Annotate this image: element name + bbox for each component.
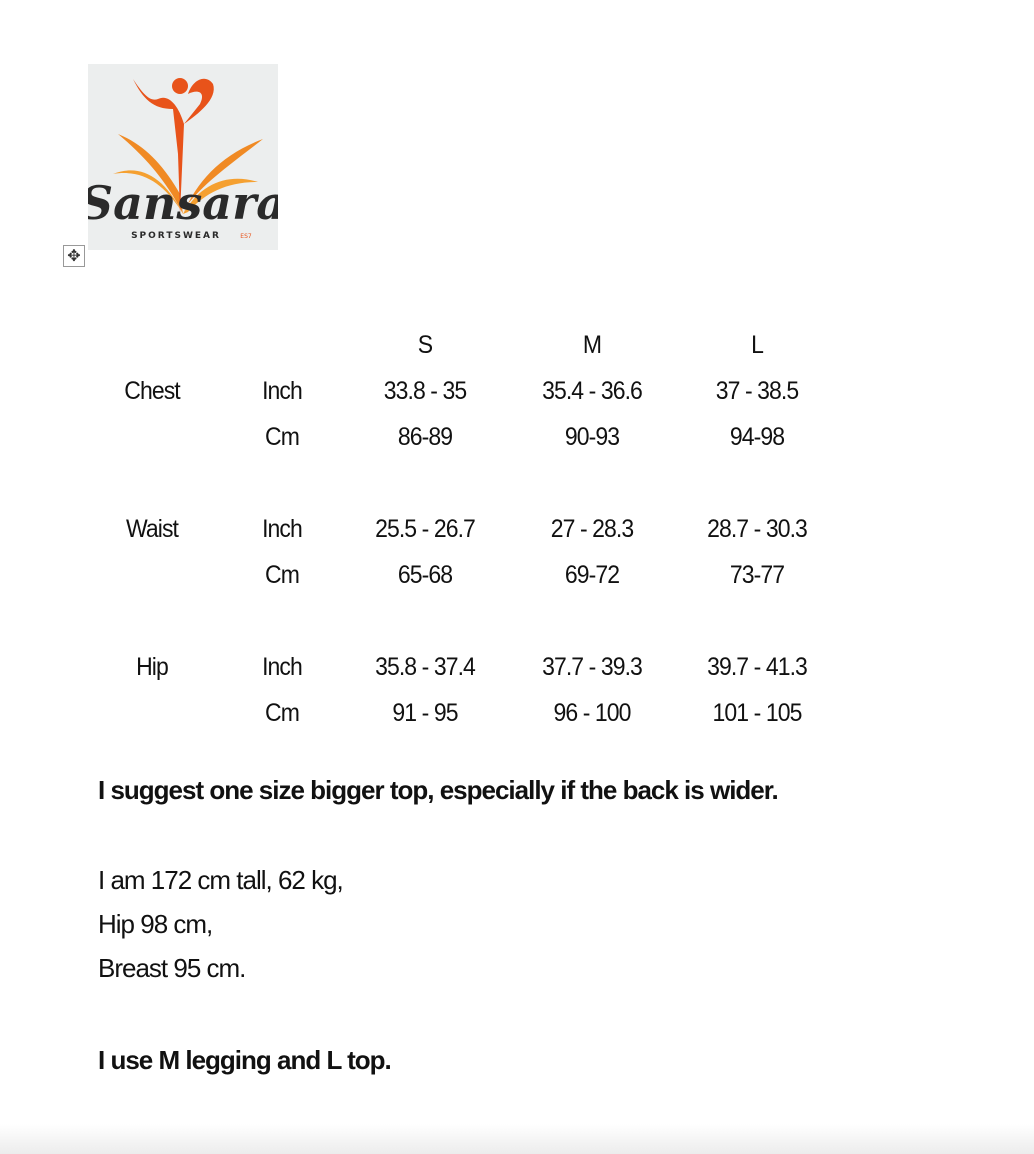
usage-text: I use M legging and L top. xyxy=(98,1045,391,1075)
unit-label: Inch xyxy=(262,377,302,405)
table-cell: 35.8 - 37.4 xyxy=(375,653,475,681)
measurement-label: Hip xyxy=(136,653,168,681)
move-handle-icon[interactable]: ✥ xyxy=(63,245,85,267)
table-cell: 94-98 xyxy=(729,423,785,451)
svg-text:ES7: ES7 xyxy=(240,233,252,240)
height-weight-text: I am 172 cm tall, 62 kg, xyxy=(98,865,343,895)
unit-label: Inch xyxy=(262,515,302,543)
table-cell: 37.7 - 39.3 xyxy=(542,653,642,681)
table-cell: 27 - 28.3 xyxy=(550,515,634,543)
brand-logo xyxy=(88,64,278,250)
table-cell: 101 - 105 xyxy=(712,699,802,727)
table-cell: 91 - 95 xyxy=(392,699,458,727)
table-cell: 96 - 100 xyxy=(553,699,631,727)
svg-text:SPORTSWEAR: SPORTSWEAR xyxy=(131,231,221,241)
table-cell: 65-68 xyxy=(397,561,453,589)
measurement-label: Waist xyxy=(125,515,179,543)
size-header: M xyxy=(582,331,602,359)
table-cell: 69-72 xyxy=(564,561,620,589)
hip-text: Hip 98 cm, xyxy=(98,909,213,939)
table-cell: 37 - 38.5 xyxy=(715,377,799,405)
table-cell: 35.4 - 36.6 xyxy=(542,377,642,405)
size-header: L xyxy=(751,331,763,359)
brand-wordmark: Sansara xyxy=(88,176,278,230)
table-cell: 86-89 xyxy=(397,423,453,451)
breast-text: Breast 95 cm. xyxy=(98,953,246,983)
unit-label: Cm xyxy=(265,561,299,589)
size-header: S xyxy=(417,331,433,359)
table-cell: 73-77 xyxy=(729,561,785,589)
unit-label: Inch xyxy=(262,653,302,681)
suggestion-text: I suggest one size bigger top, especially if the back is wider. xyxy=(98,775,778,805)
table-cell: 33.8 - 35 xyxy=(383,377,467,405)
page-edge-shadow xyxy=(0,1124,1034,1154)
table-cell: 28.7 - 30.3 xyxy=(707,515,807,543)
unit-label: Cm xyxy=(265,423,299,451)
measurement-label: Chest xyxy=(124,377,180,405)
unit-label: Cm xyxy=(265,699,299,727)
table-cell: 25.5 - 26.7 xyxy=(375,515,475,543)
table-cell: 90-93 xyxy=(564,423,620,451)
table-cell: 39.7 - 41.3 xyxy=(707,653,807,681)
